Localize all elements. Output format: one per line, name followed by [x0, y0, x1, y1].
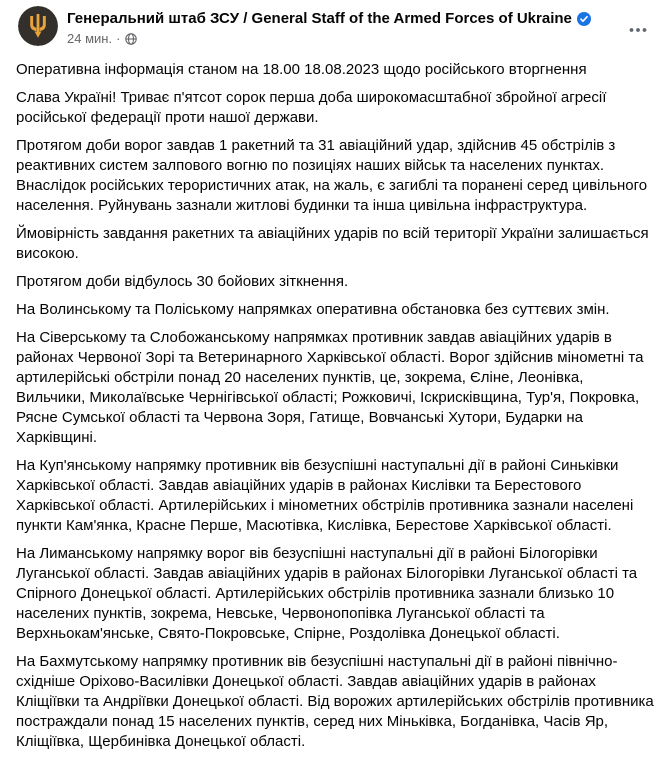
post-paragraph: Протягом доби ворог завдав 1 ракетний та 31 авіаційний удар, здійснив 45 обстрілів з реактивних систем залпового вогню по позиціях наших військ та населених пунктах. Внаслідок російських терористичних атак, на жаль, є загиблі та поранені серед цивільного населення. Руйнувань зазнали житлові будинки та інша цивільна інфраструктура.: [16, 137, 648, 214]
post-paragraph: На Куп'янському напрямку противник вів безуспішні наступальні дії в районі Синьківки Харківської області. Завдав авіаційних ударів в районах Кислівки та Берестового Харківської області. Артилерійських і мінометних обстрілів противника зазнали населені пункти Кам'янка, Красне Перше, Масютівка, Кислівка, Берестове Харківської області.: [16, 457, 634, 534]
header-text: [67, 6, 614, 47]
page-avatar[interactable]: [18, 6, 58, 46]
post-paragraph: На Бахмутському напрямку противник вів безуспішні наступальні дії в районі північно-східніше Оріхово-Василівки Донецької області. Завдав авіаційних ударів в районах Кліщіївки та Андріївки Донецької області. Від ворожих артилерійських обстрілів противника постраждали понад 15 населених пунктів, серед них Міньківка, Богданівка, Часів Яр, Кліщіївка, Щербинівка Донецької області.: [16, 653, 654, 750]
page-name-link[interactable]: Генеральний штаб ЗСУ / General Staff of the Armed Forces of Ukraine: [67, 10, 572, 27]
post-header: [0, 0, 670, 47]
post-paragraph: На Лиманському напрямку ворог вів безуспішні наступальні дії в районі Білогорівки Луганської області. Завдав авіаційних ударів в районах Білогорівки Луганської області та Спірного Донецької області. Артилерійських обстрілів противника зазнали близько 10 населених пунктів, зокрема, Невське, Червонопопівка Луганської області та Верхньокам'янське, Свято-Покровське, Спірне, Роздолівка Донецької області.: [16, 545, 638, 642]
post-paragraph: На Волинському та Поліському напрямках оперативна обстановка без суттєвих змін.: [16, 301, 610, 318]
globe-icon: [125, 33, 137, 45]
timestamp-link[interactable]: 24 мин.: [67, 31, 113, 46]
name-row: [67, 9, 614, 28]
post-paragraph: Ймовірність завдання ракетних та авіаційних ударів по всій території України залишається високою.: [16, 225, 649, 262]
more-options-button[interactable]: [622, 18, 654, 42]
ellipsis-icon: [629, 27, 647, 33]
meta-separator: ·: [116, 31, 121, 46]
verified-badge-icon: [577, 12, 591, 26]
post-paragraph: Слава Україні! Триває п'ятсот сорок перша доба широкомасштабної збройної агресії російської федерації проти нашої держави.: [16, 89, 607, 126]
post-paragraph: На Сіверському та Слобожанському напрямках противник завдав авіаційних ударів в районах Червоної Зорі та Ветеринарного Харківської області. Ворог здійснив мінометні та артилерійські обстріли понад 20 населених пунктів, це, зокрема, Єліне, Леонівка, Вильчики, Миколаївське Чернігівської області; Рожковичі, Іскрисківщина, Тур'я, Покровка, Рясне Сумської області та Червона Зоря, Гатище, Вовчанські Хутори, Бударки на Харківщині.: [16, 329, 644, 446]
post-paragraph: Протягом доби відбулось 30 бойових зіткнення.: [16, 273, 349, 290]
meta-row: [67, 31, 614, 47]
post-body: [0, 47, 670, 762]
post-paragraph: Оперативна інформація станом на 18.00 18.08.2023 щодо російського вторгнення: [16, 61, 587, 78]
